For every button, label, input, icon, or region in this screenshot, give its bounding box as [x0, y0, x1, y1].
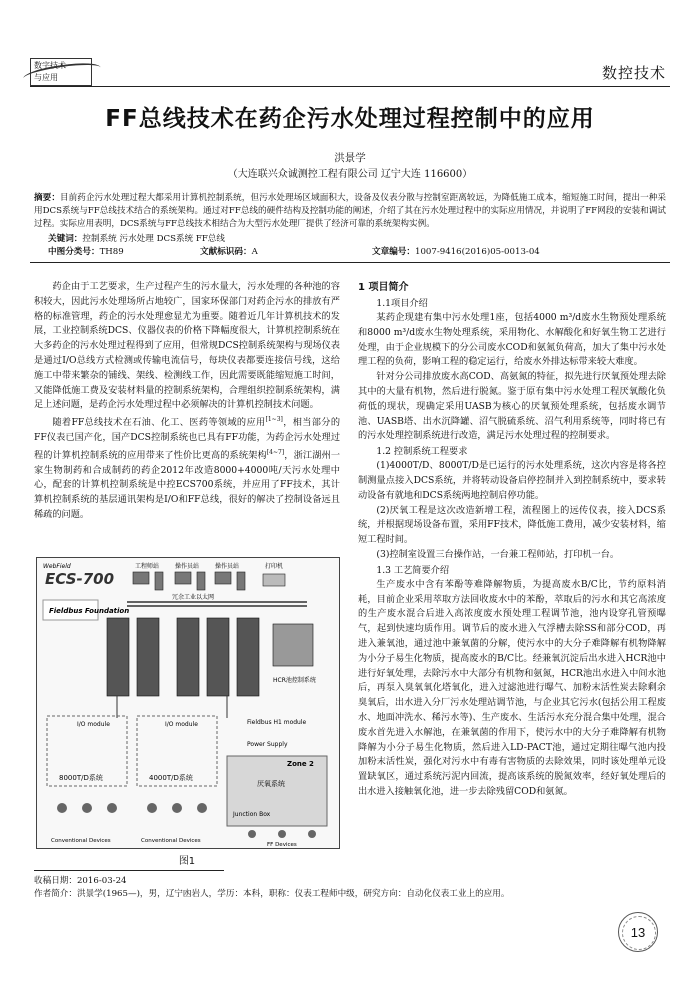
operator-station-1-label: 操作员站 — [175, 563, 200, 570]
journal-logo — [30, 58, 92, 86]
clc-label: 中图分类号： — [48, 247, 100, 257]
system-architecture-diagram — [37, 558, 339, 848]
clc — [48, 245, 124, 257]
printer-label: 打印机 — [265, 563, 284, 570]
section-1-1-heading: 1.1项目介绍 — [376, 298, 428, 309]
right-column — [358, 280, 666, 800]
affiliation: （大连联兴众诚测控工程有限公司 辽宁大连 116600） — [227, 169, 473, 180]
cabinet — [207, 618, 229, 696]
section-1-3-heading: 1.3 工艺简要介绍 — [376, 564, 450, 576]
badge-ring — [622, 916, 656, 950]
h1-module: Fieldbus H1 module — [247, 719, 307, 726]
ref-1-3: [1~3] — [265, 416, 283, 424]
meta-rule — [30, 262, 670, 263]
ff-devices: FF Devices — [267, 842, 297, 848]
author: 洪景学 — [334, 152, 366, 164]
article-no-label: 文章编号： — [372, 247, 415, 257]
workstation-icons — [133, 572, 285, 590]
device — [278, 830, 286, 838]
doc-code — [200, 245, 258, 257]
keywords-label: 关键词： — [48, 234, 83, 244]
cabinet — [107, 618, 129, 696]
power-label: Power Supply — [247, 741, 288, 748]
ethernet-label: 冗余工业以太网 — [172, 594, 215, 601]
operator-station-2-label: 操作员站 — [215, 563, 240, 570]
para-1-2c: (3)控制室设置三台操作站，一台兼工程师站，打印机一台。 — [376, 548, 620, 560]
zone2-label: Zone 2 — [287, 760, 314, 768]
para-1-1a: 某药企现建有集中污水处理1座，包括4000 m³/d废水生物预处理系统和8000 m³/d废水生物处理系统，采用物化、水解酸化和好氧生物工艺进行处理，由于企业规模下的分公司废水COD和氨氮负荷高，加大了集中污水处理工程的负荷，影响工程的稳定运行，给废水外排达标带来较大难度。 — [358, 312, 666, 368]
left-para-2a: 随着FF总线技术在石油、化工、医药等领域的应用 — [52, 417, 266, 429]
keywords — [48, 232, 225, 244]
left-para-2b: ，相当部分的FF仪表已国产化，国产DCS控制系统也已具有FF功能，为药企污水处理过程的计算机控制系统的应用带来了性价比更高的系统架构 — [34, 417, 341, 461]
hcr-label: HCR池控制系统 — [273, 677, 316, 684]
tower-icon — [237, 572, 245, 590]
control-cabinets — [107, 618, 313, 696]
device — [107, 803, 117, 813]
section-1-2-heading: 1.2 控制系统工程要求 — [376, 446, 468, 458]
received-date: 收稿日期：2016-03-24 — [34, 876, 127, 886]
pc-icon — [133, 572, 149, 584]
io-module-2: I/O module — [165, 721, 198, 728]
abstract — [34, 192, 666, 231]
section-name: 数控技术 — [601, 65, 666, 82]
anaerobic-label: 厌氧系统 — [257, 780, 285, 788]
conventional-devices-2: Conventional Devices — [141, 838, 201, 844]
abstract-label: 摘要： — [34, 193, 60, 203]
article-no-value: 1007-9416(2016)05-0013-04 — [414, 247, 540, 257]
footnote-rule — [34, 870, 224, 871]
tower-icon — [155, 572, 163, 590]
para-1-1b: 针对分公司排放废水高COD、高氨氮的特征，拟先进行厌氧预处理去除其中的大量有机物，然后进行脱氮。鉴于原有集中污水处理工程厌氧酸化负荷低的现状，现确定采用UASB为核心的厌氧预处理系统，包括废水调节池、UASB塔、出水沉降罐、沼气脱硫系统、沼气利用系统等，同时将已有的污水处理控制系统进行改造，满足污水处理过程的控制要求。 — [358, 371, 666, 442]
hcr-controller — [273, 624, 313, 666]
clc-value: TH89 — [99, 247, 124, 257]
page-number-badge — [618, 912, 658, 952]
doc-code-value: A — [251, 247, 258, 257]
doc-code-label: 文献标识码： — [200, 247, 252, 257]
left-para-1: 药企由于工艺要求，生产过程产生的污水量大，污水处理的各种池的容积较大，因此污水处理场所占地较广，国家环保部门对药企污水的排放有严格的标准管理，药企的污水处理愈显尤为重要。随着近几年计算机技术的发展，工业控制系统DCS、仪器仪表的价格下降幅度很大，计算机控制系统在大多药企的污水处理过程得到了应用，但常规DCS控制系统架构与现场仪表是通过I/O总线方式检测或传输电流信号，每块仪表都要连接信号线，这给施工中带来繁杂的铺线、架线、检测线工作，因此需要既能缩短施工时间，又能降低施工费及安装材料量的控制系统架构，合理组织控制系统架构，满足上述问题，是药企污水处理过程中必须解决的计算机控制技术问题。 — [34, 281, 340, 411]
fieldbus-logo: Fieldbus Foundation — [49, 607, 130, 615]
author-bio: 作者简介：洪景学(1965—)，男，辽宁凼岩人，学历：本科，职称：仪表工程师中级，研究方向：自动化仪表工业上的应用。 — [34, 889, 510, 899]
figure-caption: 图1 — [178, 856, 196, 867]
left-column — [34, 280, 340, 523]
article-no — [372, 245, 540, 257]
device — [147, 803, 157, 813]
brand-webfield: WebField — [43, 563, 71, 570]
article-title: FF总线技术在药企污水处理过程控制中的应用 — [105, 106, 595, 132]
plant-8000-label: 8000T/D系统 — [59, 774, 103, 782]
para-1-2a: (1)4000T/D、8000T/D是已运行的污水处理系统，这次内容是将各控制测量点接入DCS系统，并将转动设备启停控制并入到控制系统中，要求转动设备有就地和DCS系统两地控制启停功能。 — [358, 460, 666, 501]
device — [82, 803, 92, 813]
device — [57, 803, 67, 813]
pc-icon — [215, 572, 231, 584]
printer-icon — [263, 574, 285, 586]
io-module-1: I/O module — [77, 721, 110, 728]
device — [172, 803, 182, 813]
left-para-2c: ，浙江湖州一家生物制药和合成制药的药企2012年改造8000+4000吨/天污水处理中心，配套的计算机控制系统是中控ECS700系统，并应用了FF技术，其计算机控制系统的基层通讯架构是I/O和FF总线，很好的解决了控制设备远且稀疏的问题。 — [34, 449, 341, 521]
engineer-station-label: 工程师站 — [135, 563, 160, 570]
keywords-value: 控制系统 污水处理 DCS系统 FF总线 — [82, 234, 225, 244]
section-1-heading: 1 项目简介 — [358, 282, 409, 293]
conventional-devices-1: Conventional Devices — [51, 838, 111, 844]
page-number: 13 — [630, 925, 646, 940]
logo-line1: 数字技术 — [34, 61, 66, 70]
pc-icon — [175, 572, 191, 584]
left-para-2 — [34, 413, 340, 523]
cabinet — [137, 618, 159, 696]
ref-4-7: [4~7] — [266, 448, 285, 456]
plant-4000-label: 4000T/D系统 — [149, 774, 193, 782]
brand-ecs: ECS-700 — [45, 570, 115, 588]
figure-1 — [36, 557, 340, 849]
cabinet — [177, 618, 199, 696]
header-rule — [30, 86, 670, 87]
cabinet — [237, 618, 259, 696]
abstract-text: 目前药企污水处理过程大都采用计算机控制系统，但污水处理场区域面积大，设备及仪表分散与控制室距离较远，为降低施工成本，缩短施工时间，提出一种采用DCS系统与FF总线技术结合的系统架构。通过对FF总线的硬件结构及控制功能的阐述，介绍了其在污水处理过程中的实际应用情况，并说明了FF网段的安装和调试过程。实际应用表明，DCS系统与FF总线技术相结合为大型污水处理厂提供了经济可靠的系统架构实例。 — [34, 193, 666, 229]
tower-icon — [197, 572, 205, 590]
device — [248, 830, 256, 838]
logo-line2: 与应用 — [34, 73, 58, 82]
device — [308, 830, 316, 838]
junction-box-label: Junction Box — [233, 811, 271, 818]
para-1-3: 生产废水中含有苯酚等难降解物质，为提高废水B/C比，节约原料消耗，目前企业采用萃取方法回收废水中的苯酚，萃取后的污水和其它高浓度的生产废水混合后进入高浓度废水预处理工程调节池，池内设穿孔管预曝气，起到快速均质作用。调节后的废水进入气浮槽去除SS和部分COD，再进入兼氧池，通过池中兼氧菌的分解，使污水中的大分子难降解有机物降解为小分子易生化物质，提高废水的B/C比。经兼氧沉淀后出水进入HCR池中进行好氧处理，去除污水中大部分有机物和氨氮，HCR池出水进入中间水池后，再泵入臭氧氧化塔氧化，进入过滤池进行曝气、加粉末活性炭去除剩余臭氧后，出水进入分厂污水处理站调节池，与企业其它污水(包括公用工程废水、地面冲洗水、稀污水等)、生产废水、生活污水充分混合集中处理，混合废水首先进入水解池，在兼氧菌的作用下，使污水中的大分子难降解有机物降解为小分子易生化物质，然后进入LD-PACT池，通过定期往曝气池内投加粉末活性炭，强化对污水中有毒有害物质的去除效果，同时该处理单元设置缺氧区，通过系统污泥内回流，提高该系统的脱氮效率，经好氧处理后的出水进入接触氧化池，进一步去除残留COD和氨氮。 — [358, 578, 666, 797]
device — [197, 803, 207, 813]
para-1-2b: (2)厌氧工程是这次改造新增工程，流程图上的远传仪表，接入DCS系统，并根据现场设备布置，采用FF技术，降低施工费用，减少安装材料，缩短工程时间。 — [358, 504, 666, 546]
